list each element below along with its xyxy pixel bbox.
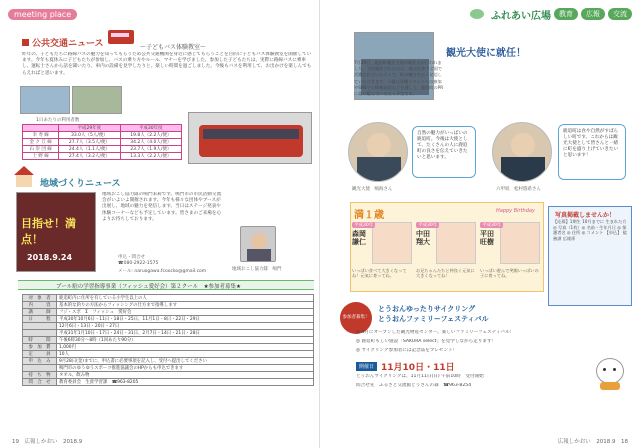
cycling-contact: 問合せ先 ふるさと交流館どうさんの森 ☎963-8254 [356, 383, 472, 388]
recruit-badge: 参加者募集！ [340, 302, 372, 334]
bus-icon [108, 30, 134, 44]
red-bus-photo [188, 112, 312, 164]
photo-wanted-box: 写真掲載しませんか！ 【応募】1期生 10月までに 生まれた方 ◎ 写真（1枚）◎ 名前・生年月日 ◎ 保護者名 ◎ 住所 ◎ コメント 【申込】 総務課 広報係 [548, 206, 632, 306]
cycling-detail: とうおんサイクリングは、11月11日(日) 午前10時 受付開始 [356, 374, 484, 379]
right-header: ふれあい広場 教育 広報 交流 [470, 6, 632, 22]
ambassador-1-caption: 観光大使 鳴海さん [352, 187, 393, 192]
table-row: 申 込 み 9月28日(金)までに、申込書に必要事項を記入し、受付へ提出してください [23, 358, 314, 365]
transit-body: 昨年の、子どもたちに路線バスの魅力を知ってもらうため公共交通機関を身近に感じてもらうことを目的に子どもバス体験教室を開催しています。今年も夏休みに子どもたちが参加し、バスの乗り方やルール、マナーを学びました。参加した子どもたちは、実際に路線バスに乗車し、運転士さんから話を聞いたり、車内の設備を見学したりと、楽しい時間を過ごしました。今後もバスを利用して、お出かけを楽しんでもらえればと思います。 [22, 52, 312, 76]
header-pill: 教育 [554, 8, 578, 20]
ambassador-2-quote: 鹿追町は食や自然がすばらしい町です。これからは観光大使として皆さんと一緒に町を盛り上げていきたいと思います！ [558, 124, 626, 180]
coordinator-caption: 地域おこし協力隊 鳴門 [232, 267, 282, 272]
cycling-line-3: ◎ サイクリング参加者には記念品をプレゼント！ [356, 348, 458, 353]
tourism-body: 7月29日、鹿追町観光大使の就任式が行われました。今回就任されたのは、地元出身で全国で活躍されている方々で、町の魅力を広く発信していただきます。今後は各種イベントへの参加やSNSでの情報発信などを通して、鹿追町のPRに取り組んでいただく予定です。 [354, 60, 444, 97]
right-page [320, 0, 640, 448]
birthday-child-3: 平成30年 平田 旺樹 いっぱい遊んで笑顔いっぱいの子に育ってね。 [480, 223, 539, 279]
left-header [8, 6, 77, 22]
contact-mail: メール: naruogawa.fcoocko@gmail.com [118, 269, 207, 274]
right-footer: 広報しかおい 2018.9 18 [557, 439, 628, 445]
cycling-date: 開催日 11月10日・11日 [356, 360, 455, 373]
table-row: 金 ク 丘 線 27.7人（3.5人/便） 34.2人（4.0人/便） [23, 139, 182, 146]
table-row: 日 程 平成30年10月6日・11日・18日・25日、11月1日・8日・22日・29日 [23, 316, 314, 323]
ambassador-2-photo [492, 122, 552, 182]
recruit-banner: プール駐の学習指導事業（フィッシュ愛好会）第２クール ★参加者募集★ [18, 280, 314, 290]
community-body: 地域おこし協力隊の鳴門茉莉です。鳴門市の市民活動交流会がいよいよ開催されます。今年も様々な団体やブースが出展し、地域の魅力を発信します。当日はステージ発表や体験コーナーなども予定しています。皆さまのご来場を心よりお待ちしております。 [102, 192, 222, 222]
table-row: 時 間 午後6時30分〜8時（1回あたり90分） [23, 337, 314, 344]
birthday-banner: Happy Birthday [496, 208, 535, 214]
table-row: 内 容 基本的な釣りの方法からフィッシングの仕方まで指導します [23, 302, 314, 309]
cycling-title: とうおんゆったりサイクリング [378, 305, 476, 313]
festival-title: とうおんファミリーフェスティバル [378, 315, 489, 323]
leaf-icon [470, 9, 484, 19]
table-row: 平成31年1月10日・17日・24日・31日、2月7日・14日・21日・28日 [23, 330, 314, 337]
red-square-icon [22, 39, 29, 46]
bus-class-photo-1 [20, 86, 70, 114]
transit-news-title: 公共交通ニュース [22, 36, 104, 49]
table-row: 定 員 10人 [23, 351, 314, 358]
table-row: 鳴門市のゆうゆうスポーツ推進協議会のHPからも申込できます [23, 365, 314, 372]
bus-class-photo-2 [72, 86, 122, 114]
table-row: 12月6日・13日・20日・27日 [23, 323, 314, 330]
transit-subtitle: ～子どもバス体験教室～ [140, 44, 207, 51]
cycling-line-2: ◎ 鹿追町もしい施設「SAKURA select」を見学しながら走ります！ [356, 339, 497, 344]
ridership-caption: 1日あたりの利用者数 [36, 118, 80, 123]
event-poster: 目指せ！満点！ 2018.9.24 [16, 192, 96, 272]
birthday-child-1: 平成30年 森岡 謙仁 いっぱい食べて大きくなってね！元気に育ってね。 [352, 222, 414, 292]
contact-tel: ☎080-2922-1575 [118, 261, 159, 266]
mascot-icon [590, 352, 630, 392]
ambassador-2-caption: 六甲坂 松村悠希さん [496, 187, 541, 192]
house-icon [10, 166, 38, 188]
ridership-table [22, 124, 182, 160]
table-row: 幸 寿 線 33.0人（5人/便） 19.8人（2.2人/便） [23, 132, 182, 139]
table-row: 平成29年度 平成30年度 [23, 125, 182, 132]
table-row: 講 師 フジ・スポ Σ フィッシュ 愛好会 [23, 309, 314, 316]
recruit-table [22, 294, 314, 386]
table-row: 問 合 せ 教育委員会 生涯学習課 ☎963-8205 [23, 379, 314, 386]
header-pill: 広報 [581, 8, 605, 20]
contact-label: 申込・問合せ [118, 255, 145, 260]
coordinator-photo [240, 226, 276, 262]
cycling-line-1: ◎ 4月にオープンした観光物産センター。楽しいファミリーフェスティバル！ [356, 330, 515, 335]
header-pill: 交流 [608, 8, 632, 20]
ambassador-1-quote: 自然の魅力がいっぱいの鹿追町。今後は大使として、たくさんの人に鹿追町の良さを伝えていきたいと思います。 [412, 126, 476, 178]
birthday-title: 満１歳 [354, 210, 384, 221]
birthday-child-2: 平成30年 中田 翔大 お兄ちゃんたちと仲良く元気に大きくなってね！ [416, 223, 475, 279]
meeting-place-badge: meeting place [8, 9, 77, 20]
table-row: 石 崇 団 線 24.4人（1.1人/便） 23.7人（1.9人/便） [23, 146, 182, 153]
table-row: 持 ち 物 タオル、飲み物 [23, 372, 314, 379]
table-row: 参 加 費 1,000円 [23, 344, 314, 351]
tourism-title: 観光大使に就任！ [446, 48, 526, 59]
community-news-title: 地域づくりニュース [40, 179, 121, 189]
table-row: 上 野 線 27.4人（3.2人/便） 13.3人（2.2人/便） [23, 153, 182, 160]
left-footer: 19 広報しかおい 2018.9 [12, 439, 83, 445]
ambassador-1-photo [348, 122, 408, 182]
table-row: 対 象 者 鹿追町内に住所を有している小学生以上の人 [23, 295, 314, 302]
